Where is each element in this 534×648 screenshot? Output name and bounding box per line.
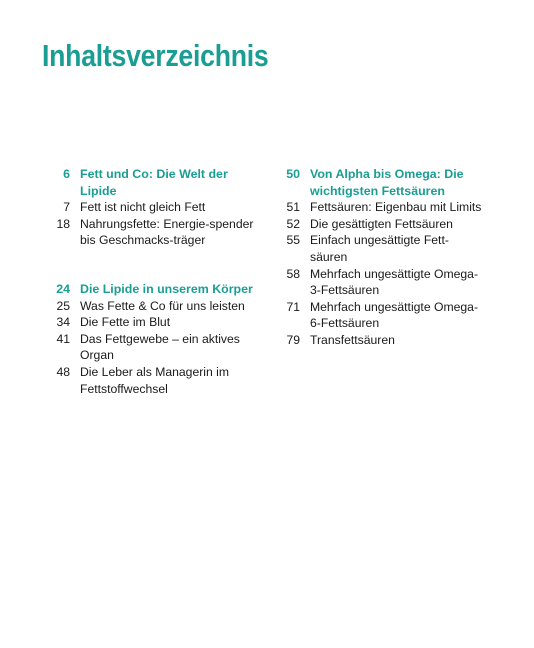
entry-title: Mehrfach ungesättigte Omega-3-Fettsäuren <box>310 266 479 298</box>
entry-page-number: 55 <box>286 233 300 248</box>
toc-section <box>45 281 255 397</box>
page-title: Inhaltsverzeichnis <box>42 38 269 73</box>
entry-page-number: 7 <box>63 200 70 215</box>
entry-page-number: 41 <box>56 331 70 346</box>
toc-section <box>275 166 485 349</box>
section-page-number: 6 <box>63 167 70 181</box>
section-heading[interactable] <box>45 281 255 298</box>
section-page-number: 50 <box>286 167 300 181</box>
toc-entry[interactable] <box>275 332 485 349</box>
entry-page-number: 18 <box>56 216 70 231</box>
section-heading[interactable] <box>275 166 485 199</box>
section-title: Fett und Co: Die Welt der Lipide <box>80 167 228 198</box>
entry-page-number: 51 <box>286 200 300 215</box>
entry-page-number: 71 <box>286 299 300 314</box>
toc-entry[interactable] <box>275 216 485 233</box>
entry-page-number: 58 <box>286 266 300 281</box>
entry-title: Was Fette & Co für uns leisten <box>80 298 245 313</box>
entry-page-number: 79 <box>286 332 300 347</box>
entry-title: Nahrungsfette: Energie-spender bis Geschmacks-träger <box>80 216 254 248</box>
toc-entry[interactable] <box>45 331 255 364</box>
toc-entry[interactable] <box>275 199 485 216</box>
toc-column-left <box>45 166 255 414</box>
section-title: Von Alpha bis Omega: Die wichtigsten Fettsäuren <box>310 167 464 198</box>
entry-title: Die Leber als Managerin im Fettstoffwechsel <box>80 364 230 396</box>
toc-entry[interactable] <box>45 199 255 216</box>
entry-page-number: 52 <box>286 216 300 231</box>
toc-entry[interactable] <box>45 216 255 249</box>
toc-entry[interactable] <box>45 298 255 315</box>
entry-page-number: 48 <box>56 364 70 379</box>
entry-title: Fett ist nicht gleich Fett <box>80 200 206 215</box>
entry-title: Die gesättigten Fettsäuren <box>310 216 453 231</box>
entry-title: Das Fettgewebe – ein aktives Organ <box>80 331 240 363</box>
entry-page-number: 25 <box>56 298 70 313</box>
toc-entry[interactable] <box>275 299 485 332</box>
toc-entry[interactable] <box>45 364 255 397</box>
toc-entry[interactable] <box>275 266 485 299</box>
entry-title: Fettsäuren: Eigenbau mit Limits <box>310 200 482 215</box>
entry-page-number: 34 <box>56 315 70 330</box>
entry-title: Mehrfach ungesättigte Omega-6-Fettsäuren <box>310 299 479 331</box>
entry-title: Die Fette im Blut <box>80 315 171 330</box>
entry-title: Einfach ungesättigte Fett-säuren <box>310 233 449 264</box>
toc-entry[interactable] <box>45 314 255 331</box>
section-page-number: 24 <box>56 281 70 296</box>
toc-section <box>45 166 255 249</box>
toc-entry[interactable] <box>275 232 485 265</box>
section-heading[interactable] <box>45 166 255 199</box>
section-title: Die Lipide in unserem Körper <box>80 281 253 296</box>
entry-title: Transfettsäuren <box>310 332 395 347</box>
toc-column-right <box>275 166 485 366</box>
